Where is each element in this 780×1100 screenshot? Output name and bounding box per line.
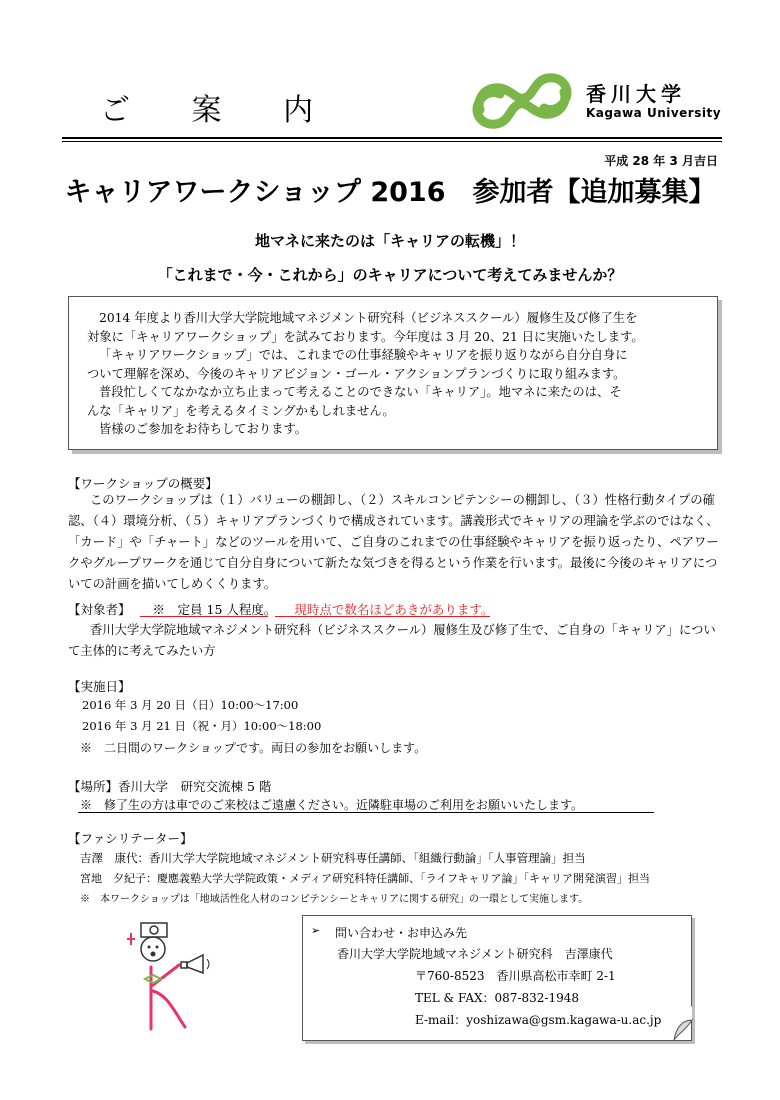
contact-address: 〒760-8523 香川県高松市幸町 2-1	[415, 969, 616, 983]
contact-email[interactable]: E-mail：yoshizawa@gsm.kagawa-u.ac.jp	[415, 1013, 662, 1027]
page-heading-annai: ご 案 内	[100, 93, 340, 128]
page-curl-icon	[658, 1006, 694, 1042]
schedule-heading: 【実施日】	[68, 679, 131, 694]
intro-line: 対象に「キャリアワークショップ」を試みております。今年度は 3 月 20、21 日に実施いたします。	[87, 329, 644, 344]
facilitator-heading: 【ファシリテーター】	[68, 831, 193, 846]
career-mascot-icon	[105, 905, 225, 1045]
intro-line: 皆様のご参加をお待ちしております。	[99, 422, 308, 436]
subtitle-2: 「これまで・今・これから」のキャリアについて考えてみませんか？	[157, 266, 623, 284]
university-name-en: Kagawa University	[586, 106, 722, 120]
capacity-note: ※ 定員 15 人程度。	[152, 602, 277, 617]
contact-organization: 香川大学大学院地域マネジメント研究科 吉澤康代	[337, 947, 613, 961]
subtitle-1: 地マネに来たのは「キャリアの転機」！	[254, 232, 525, 250]
facilitator-1: 吉澤 康代：香川大学大学院地域マネジメント研究科専任講師、「組織行動論」「人事管理論」担当	[80, 851, 586, 865]
contact-box	[302, 915, 692, 1041]
availability-note: 現時点で数名ほどあきがあります。	[294, 602, 494, 617]
target-heading: 【対象者】	[68, 602, 131, 617]
schedule-date-2: 2016 年 3 月 21 日（祝・月）10:00〜18:00	[82, 719, 322, 733]
capacity-underline	[140, 616, 268, 617]
workshop-body: このワークショップは（１）バリューの棚卸し、（２）スキルコンピテンシーの棚卸し、（３）性格行動タイプの確認、（４）環境分析、（５）キャリアプランづくりで構成されています。講義形式でキャリアの理論を学ぶのではなく、「カード」や「チャート」などのツールを用いて、ご自身のこれまでの仕事経験やキャリアを振り返ったり、ペアワークやグループワークを通じて自分自身について新たな気づきを得るという作業を行います。最後に今後のキャリアについての計画を描いてしめくくります。	[68, 493, 719, 591]
intro-line: 普段忙しくてなかなか立ち止まって考えることのできない「キャリア」。地マネに来たのは、そ	[99, 385, 622, 399]
parking-note: ※ 修了生の方は車でのご来校はご遠慮ください。近隣駐車場のご利用をお願いいたします。	[80, 798, 584, 812]
intro-line: んな「キャリア」を考えるタイミングかもしれません。	[87, 403, 395, 418]
header-rule	[62, 137, 722, 139]
intro-box	[68, 296, 718, 450]
research-note: ※ 本ワークショップは「地域活性化人材のコンピテンシーとキャリアに関する研究」の一環として実施します。	[80, 894, 589, 905]
intro-line: ついて理解を深め、今後のキャリアビジョン・ゴール・アクションプランづくりに取り組みます。	[87, 366, 626, 381]
place-heading: 【場所】香川大学 研究交流棟 5 階	[68, 779, 272, 794]
facilitator-2: 宮地 夕紀子：慶應義塾大学大学院政策・メディア研究科特任講師、「ライフキャリア論」「キャリア開発演習」担当	[80, 872, 651, 885]
schedule-note: ※ 二日間のワークショップです。両日の参加をお願いします。	[80, 741, 427, 755]
university-name-ja: 香川大学	[586, 82, 686, 106]
workshop-heading: 【ワークショップの概要】	[68, 476, 218, 491]
contact-heading: 問い合わせ・お申込み先	[335, 926, 468, 940]
contact-tel-fax: TEL & FAX：087-832-1948	[415, 991, 579, 1005]
target-body: 香川大学大学院地域マネジメント研究科（ビジネススクール）履修生及び修了生で、ご自身の「キャリア」について主体的に考えてみたい方	[68, 623, 716, 658]
availability-underline	[275, 616, 490, 617]
page-title: キャリアワークショップ 2016 参加者【追加募集】	[64, 177, 716, 208]
header-rule-thin	[62, 141, 722, 142]
intro-line: 2014 年度より香川大学大学院地域マネジメント研究科（ビジネススクール）履修生及び修了生を	[99, 311, 638, 325]
intro-line: 「キャリアワークショップ」では、これまでの仕事経験やキャリアを振り返りながら自分自身に	[99, 348, 628, 362]
arrow-bullet-icon: ➢	[311, 924, 321, 937]
issue-date: 平成 28 年 3 月吉日	[604, 154, 718, 168]
schedule-date-1: 2016 年 3 月 20 日（日）10:00〜17:00	[82, 698, 299, 712]
parking-note-underline	[78, 812, 654, 813]
kagawa-university-logo-icon	[472, 68, 572, 132]
